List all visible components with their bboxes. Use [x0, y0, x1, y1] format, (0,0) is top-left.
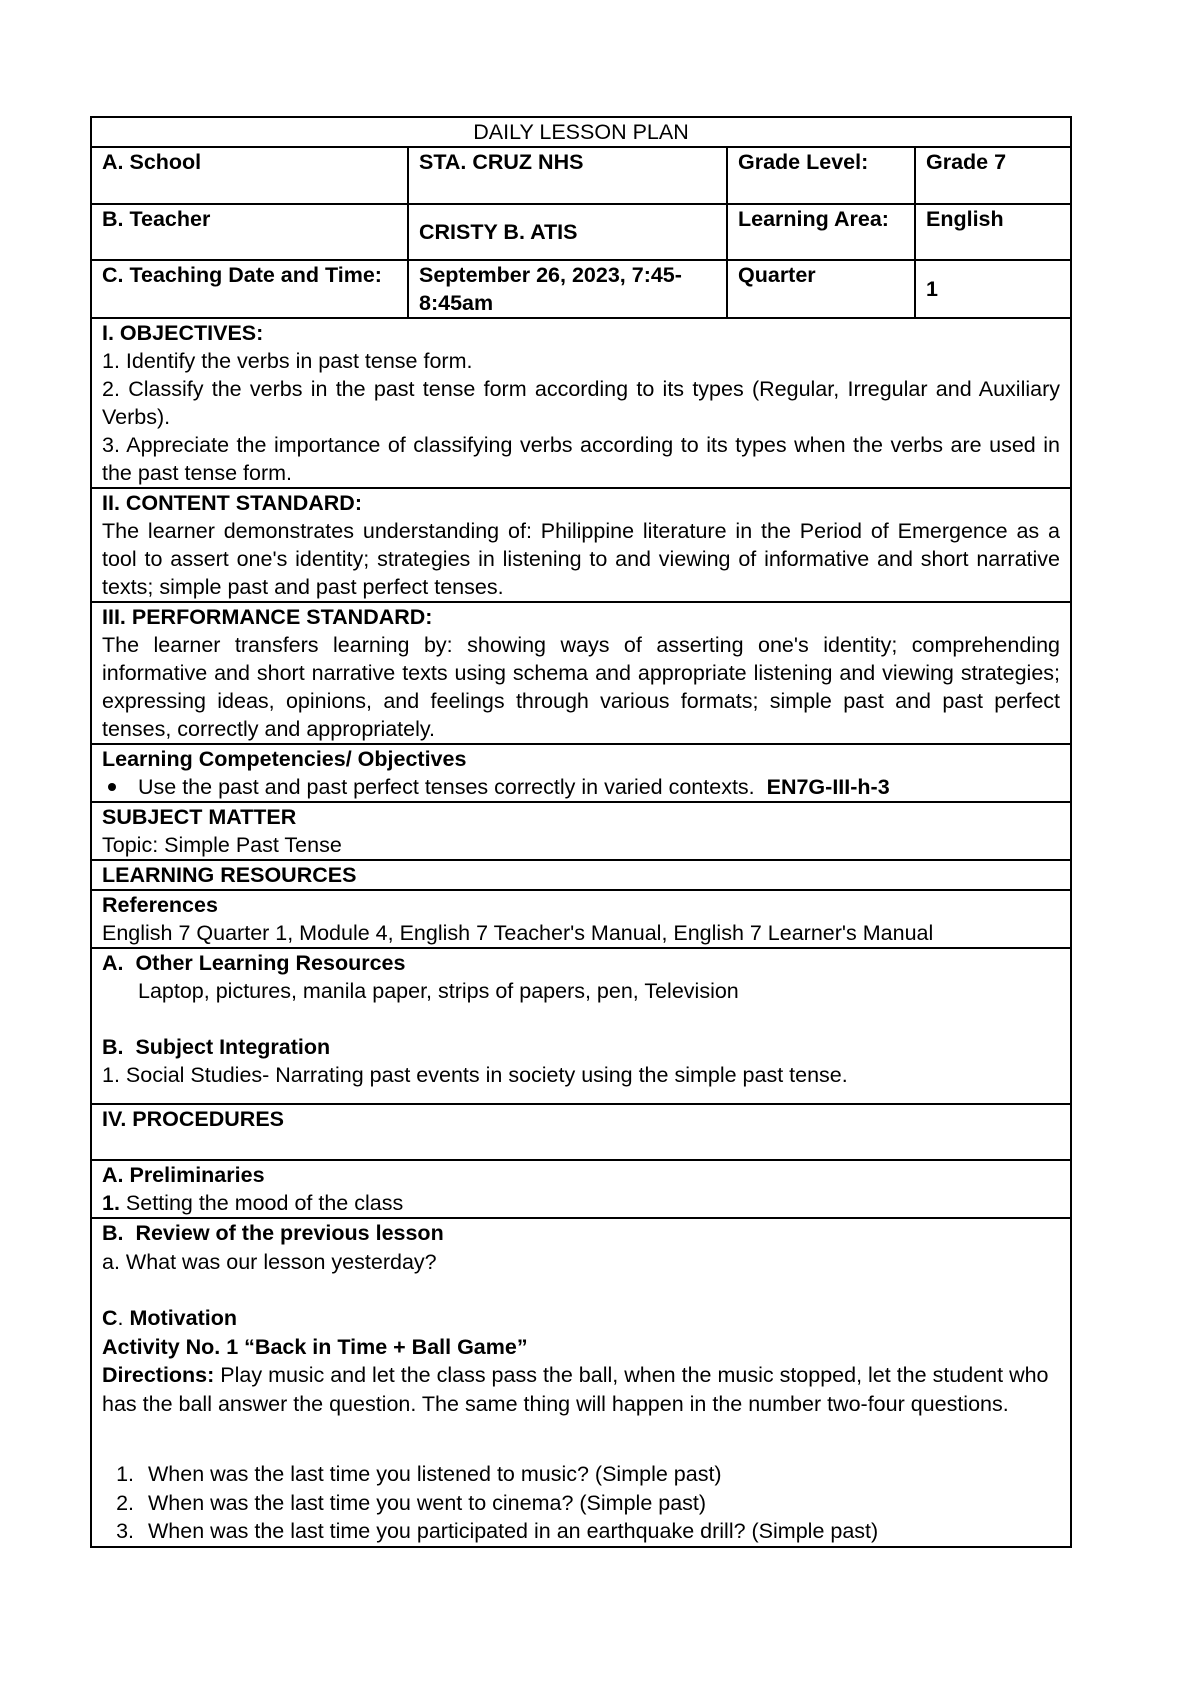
preliminaries-section: [91, 1160, 1071, 1218]
objective-item: 1. Identify the verbs in past tense form.: [102, 349, 473, 373]
objectives-section: [91, 318, 1071, 488]
review-heading: B. Review of the previous lesson: [102, 1221, 444, 1245]
motivation-word: Motivation: [123, 1306, 237, 1330]
preliminaries-row: [91, 1160, 1071, 1218]
other-resources-heading: A. Other Learning Resources: [102, 951, 406, 975]
grade-level-label: Grade Level:: [727, 147, 915, 204]
subject-matter-heading: SUBJECT MATTER: [102, 805, 297, 829]
other-resources-row: [91, 948, 1071, 1104]
teacher-row: [91, 204, 1071, 260]
quarter-label: Quarter: [727, 260, 915, 318]
competency-text: Use the past and past perfect tenses correctly in varied contexts.: [138, 775, 755, 799]
activity-title: Activity No. 1 “Back in Time + Ball Game”: [102, 1334, 528, 1359]
directions-text: Play music and let the class pass the ball, when the music stopped, let the student who has the ball answer the question. The same thing will happen in the number two-four questions.: [102, 1363, 1049, 1416]
spacer: [102, 1418, 1060, 1446]
objectives-row: [91, 318, 1071, 488]
competencies-section: [91, 744, 1071, 802]
quarter-value: 1: [915, 260, 1071, 318]
performance-standard-heading: III. PERFORMANCE STANDARD:: [102, 605, 433, 629]
preliminaries-number: 1.: [102, 1191, 120, 1215]
teaching-date-value: September 26, 2023, 7:45-8:45am: [408, 260, 727, 318]
competency-code: EN7G-III-h-3: [766, 775, 890, 799]
question-item: 1. When was the last time you listened to music? (Simple past): [140, 1460, 1060, 1489]
references-row: [91, 890, 1071, 948]
lesson-plan-document: [90, 116, 1070, 1548]
bullet-icon: [108, 783, 116, 791]
learning-area-label: Learning Area:: [727, 204, 915, 260]
teaching-date-label: C. Teaching Date and Time:: [91, 260, 408, 318]
performance-standard-row: [91, 602, 1071, 744]
subject-matter-topic: Topic: Simple Past Tense: [102, 833, 342, 857]
subject-matter-row: [91, 802, 1071, 860]
learning-area-value: English: [915, 204, 1071, 260]
procedures-row: [91, 1104, 1071, 1160]
school-row: [91, 147, 1071, 204]
lesson-plan-table: [90, 116, 1072, 1548]
date-row: [91, 260, 1071, 318]
motivation-letter: C: [102, 1306, 118, 1330]
references-heading: References: [102, 893, 218, 917]
subject-matter-section: [91, 802, 1071, 860]
learning-resources-heading: LEARNING RESOURCES: [91, 860, 1071, 890]
objective-item: 3. Appreciate the importance of classifying verbs according to its types when the verbs are used in the past tense form.: [102, 433, 1060, 485]
references-section: [91, 890, 1071, 948]
competencies-list: [102, 773, 1060, 801]
other-resources-section: [91, 948, 1071, 1104]
grade-level-value: Grade 7: [915, 147, 1071, 204]
procedures-heading: IV. PROCEDURES: [91, 1104, 1071, 1160]
performance-standard-section: [91, 602, 1071, 744]
objective-item: 2. Classify the verbs in the past tense form according to its types (Regular, Irregular and Auxiliary Verbs).: [102, 377, 1060, 429]
content-standard-section: [91, 488, 1071, 602]
review-motivation-row: [91, 1218, 1071, 1547]
review-motivation-section: [91, 1218, 1071, 1547]
teacher-label: B. Teacher: [91, 204, 408, 260]
school-label: A. School: [91, 147, 408, 204]
directions-label: Directions:: [102, 1363, 215, 1387]
motivation-questions: [102, 1460, 1060, 1546]
content-standard-heading: II. CONTENT STANDARD:: [102, 491, 362, 515]
title-row: [91, 117, 1071, 147]
competencies-row: [91, 744, 1071, 802]
motivation-heading: C. Motivation: [102, 1306, 237, 1330]
spacer: [102, 1005, 1060, 1033]
teacher-value: CRISTY B. ATIS: [408, 204, 727, 260]
content-standard-row: [91, 488, 1071, 602]
preliminaries-item: [102, 1189, 1060, 1217]
document-title: DAILY LESSON PLAN: [91, 117, 1071, 147]
references-text: English 7 Quarter 1, Module 4, English 7 Teacher's Manual, English 7 Learner's Manual: [102, 921, 934, 945]
question-item: 3. When was the last time you participated in an earthquake drill? (Simple past): [140, 1517, 1060, 1546]
directions: [102, 1361, 1060, 1418]
other-resources-text: Laptop, pictures, manila paper, strips of papers, pen, Television: [138, 979, 739, 1003]
preliminaries-heading: A. Preliminaries: [102, 1163, 265, 1187]
school-value: STA. CRUZ NHS: [408, 147, 727, 204]
spacer: [102, 1276, 1060, 1304]
competency-item: [138, 773, 1060, 801]
performance-standard-text: The learner transfers learning by: showing ways of asserting one's identity; comprehending informative and short narrative texts using schema and appropriate listening and viewing strategies; expressing ideas, opinions, and feelings through various formats; simple past and past perfect tenses, correctly and appropriately.: [102, 633, 1060, 741]
preliminaries-text: Setting the mood of the class: [125, 1191, 404, 1215]
learning-resources-row: [91, 860, 1071, 890]
content-standard-text: The learner demonstrates understanding of: Philippine literature in the Period of Emergence as a tool to assert one's identity; strategies in listening to and viewing of informative and short narrative texts; simple past and past perfect tenses.: [102, 519, 1060, 599]
objectives-heading: I. OBJECTIVES:: [102, 321, 264, 345]
subject-integration-heading: B. Subject Integration: [102, 1035, 331, 1059]
question-item: 2. When was the last time you went to cinema? (Simple past): [140, 1489, 1060, 1518]
subject-integration-text: 1. Social Studies- Narrating past events in society using the simple past tense.: [102, 1063, 848, 1087]
competencies-heading: Learning Competencies/ Objectives: [102, 747, 467, 771]
review-question: a. What was our lesson yesterday?: [102, 1249, 437, 1274]
spacer: [102, 1446, 1060, 1460]
